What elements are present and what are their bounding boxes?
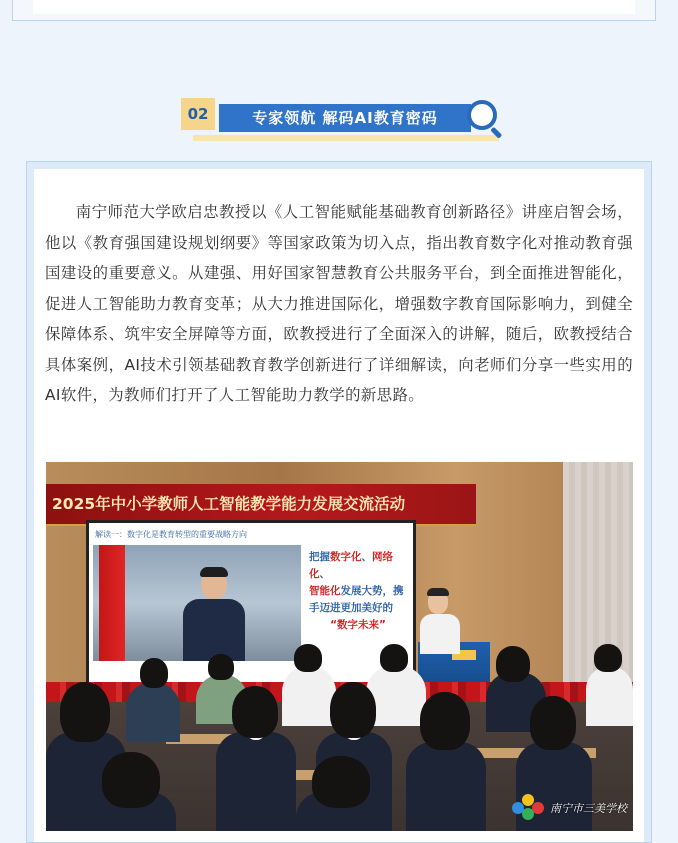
section-header-underline [193, 135, 499, 141]
section-header [181, 98, 499, 144]
audience-member [282, 666, 336, 726]
quote-l2a: 智能化 [309, 585, 341, 597]
magnifier-icon [467, 100, 497, 130]
screen-photo [93, 545, 301, 661]
audience-head [330, 682, 376, 738]
photo-banner-text: 2025年中小学教师人工智能教学能力发展交流活动 [52, 495, 406, 513]
audience-member [216, 732, 296, 831]
audience-head [530, 696, 576, 750]
audience-member [586, 666, 633, 726]
quote-l4: “数字未来” [330, 619, 386, 631]
quote-l1c: 、 [361, 551, 372, 563]
speaker-hair [427, 588, 449, 596]
audience-head [232, 686, 278, 738]
quote-l1b: 数字化 [330, 551, 362, 563]
audience-head [60, 682, 110, 742]
event-photo [46, 462, 633, 831]
school-watermark [512, 793, 627, 823]
previous-section-card [12, 0, 656, 21]
audience-head [312, 756, 370, 808]
audience-head [294, 644, 322, 672]
audience-head [102, 752, 160, 808]
school-logo-icon [512, 794, 546, 822]
section-title: 专家领航 解码AI教育密码 [219, 104, 471, 132]
audience-member [126, 682, 180, 742]
screen-person-image [181, 569, 247, 661]
quote-l3: 手迈进更加美好的 [309, 602, 393, 614]
flag-image [99, 545, 125, 661]
screen-person-hair [200, 567, 228, 577]
screen-heading: 解读一：数字化是教育转型的重要战略方向 [95, 530, 247, 539]
section-number: 02 [181, 98, 215, 130]
article-paragraph: 南宁师范大学欧启忠教授以《人工智能赋能基础教育创新路径》讲座启智会场，他以《教育强国建设规划纲要》等国家政策为切入点，指出教育数字化对推动教育强国建设的重要意义。从建强、用好国家智慧教育公共服务平台，到全面推进智能化，促进人工智能助力教育变革；从大力推进国际化，增强数字教育国际影响力，到健全保障体系、筑牢安全屏障等方面，欧教授进行了全面深入的讲解，随后，欧教授结合具体案例，AI技术引领基础教育教学创新进行了详细解读，向老师们分享一些实用的AI软件，为教师们打开了人工智能助力教学的新思路。 [45, 203, 633, 404]
audience-head [594, 644, 622, 672]
quote-l1a: 把握 [309, 551, 330, 563]
quote-l1d: 网络化 [309, 551, 393, 580]
speaker-body [420, 614, 460, 654]
audience-head [496, 646, 530, 682]
audience-head [208, 654, 234, 680]
audience-member [406, 742, 486, 831]
audience-head [380, 644, 408, 672]
audience-head [420, 692, 470, 750]
quote-l1e: 、 [319, 568, 330, 580]
previous-section-card-inner [33, 0, 635, 14]
audience-head [140, 658, 168, 688]
watermark-text: 南宁市三美学校 [550, 802, 627, 815]
quote-l2b: 发展大势，携 [340, 585, 404, 597]
screen-quote [309, 549, 407, 634]
